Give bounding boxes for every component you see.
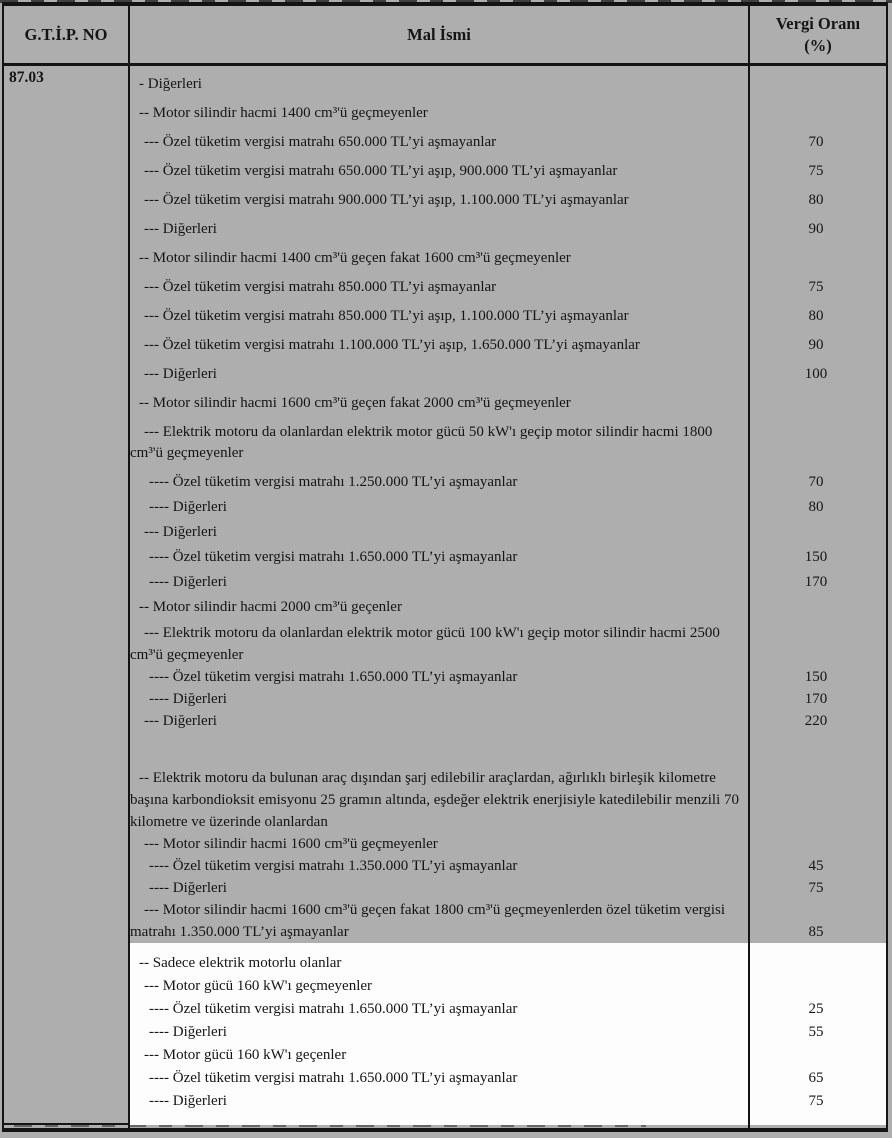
table-row [130,877,886,899]
table-row [130,547,886,568]
row-tax-rate: 80 [808,308,824,324]
row-description: --- Motor gücü 160 kW'ı geçmeyenler [144,978,373,994]
table-row [130,277,886,298]
table-row [130,597,886,618]
row-tax-rate: 90 [808,221,824,237]
row-description: ---- Özel tüketim vergisi matrahı 1.650.000 TL’yi aşmayanlar [149,669,518,685]
table-row [130,74,886,95]
row-description: --- Diğerleri [144,366,217,382]
row-description: --- Diğerleri [144,713,217,729]
header-gtip-no: G.T.İ.P. NO [4,6,130,63]
row-description: --- Motor silindir hacmi 1600 cm³'ü geçen fakat 1800 cm³'ü geçmeyenlerden özel tüketim vergisi matrahı 1.350.000 TL’yi aşmayanlar [130,902,726,940]
row-description: -- Elektrik motoru da bulunan araç dışından şarj edilebilir araçlardan, ağırlıklı birleşik kilometre başına karbondioksit emisyonu 25 gramın altında, eşdeğer elektrik enerjisiyle katedilebilir menzili 70 kilometre ve üzerinde olanlardan [130,770,740,830]
row-tax-rate: 150 [804,549,828,565]
row-tax-rate: 70 [808,474,824,490]
table-row [130,1090,886,1113]
table-row [130,248,886,269]
row-description: ---- Diğerleri [149,691,227,707]
scan-artifact-bottom [14,1125,646,1127]
row-description: --- Özel tüketim vergisi matrahı 650.000 TL’yi aşıp, 900.000 TL’yi aşmayanlar [144,163,618,179]
row-description: --- Elektrik motoru da olanlardan elektrik motor gücü 100 kW'ı geçip motor silindir hacmi 2500 cm³'ü geçmeyenler [130,625,720,663]
row-description: ---- Diğerleri [149,880,227,896]
row-description: ---- Diğerleri [149,1024,227,1040]
table-row [130,767,886,833]
header-vergi-orani-line1: Vergi Oranı [775,14,861,34]
column-divider-2 [748,66,750,1128]
row-description: ---- Özel tüketim vergisi matrahı 1.650.000 TL’yi aşmayanlar [149,1001,518,1017]
row-description: ---- Özel tüketim vergisi matrahı 1.250.000 TL’yi aşmayanlar [149,474,518,490]
table-row [130,393,886,414]
table-row [130,364,886,385]
gtip-code: 87.03 [9,69,44,86]
row-tax-rate: 55 [808,1024,824,1040]
row-description: ---- Özel tüketim vergisi matrahı 1.650.000 TL’yi aşmayanlar [149,549,518,565]
table-body [4,66,886,1128]
table-row [130,998,886,1021]
row-tax-rate: 65 [808,1070,824,1086]
table-row [130,306,886,327]
row-description: ---- Özel tüketim vergisi matrahı 1.650.000 TL’yi aşmayanlar [149,1070,518,1086]
row-tax-rate: 70 [808,134,824,150]
table-row [130,190,886,211]
row-description: -- Motor silindir hacmi 1400 cm³'ü geçen fakat 1600 cm³'ü geçmeyenler [139,250,571,266]
row-tax-rate: 75 [808,279,824,295]
row-description: --- Özel tüketim vergisi matrahı 900.000 TL’yi aşıp, 1.100.000 TL’yi aşmayanlar [144,192,629,208]
row-tax-rate: 170 [804,574,828,590]
rows-section-highlighted [130,943,886,1125]
row-description: ---- Diğerleri [149,1093,227,1109]
row-description: --- Diğerleri [144,221,217,237]
row-description: ---- Diğerleri [149,574,227,590]
row-description: -- Motor silindir hacmi 1600 cm³'ü geçen fakat 2000 cm³'ü geçmeyenler [139,395,571,411]
table-row [130,622,886,666]
table-row [130,219,886,240]
row-tax-rate: 150 [804,669,828,685]
table-row [130,422,886,464]
row-tax-rate: 45 [808,858,824,874]
row-description: --- Özel tüketim vergisi matrahı 850.000 TL’yi aşıp, 1.100.000 TL’yi aşmayanlar [144,308,629,324]
table-row [130,975,886,998]
row-tax-rate: 170 [804,691,828,707]
tax-rate-table [2,2,888,1132]
header-vergi-orani [750,6,886,63]
header-mal-ismi: Mal İsmi [130,6,750,63]
table-row [130,103,886,124]
table-row [130,572,886,593]
row-description: - Diğerleri [139,76,202,92]
table-row [130,522,886,543]
row-description: --- Diğerleri [144,524,217,540]
table-row [130,1021,886,1044]
column-divider-1 [128,66,130,1128]
table-row [130,855,886,877]
row-tax-rate: 90 [808,337,824,353]
row-tax-rate: 75 [808,163,824,179]
table-row [130,497,886,518]
row-description: --- Özel tüketim vergisi matrahı 650.000 TL’yi aşmayanlar [144,134,497,150]
row-tax-rate: 75 [808,880,824,896]
row-tax-rate: 100 [804,366,828,382]
table-header-row [4,6,886,66]
row-description: ---- Özel tüketim vergisi matrahı 1.350.000 TL’yi aşmayanlar [149,858,518,874]
table-row [130,472,886,493]
table-row [130,335,886,356]
row-tax-rate: 75 [808,1093,824,1109]
row-tax-rate: 80 [808,499,824,515]
row-description: -- Motor silindir hacmi 1400 cm³'ü geçmeyenler [139,105,428,121]
table-row [130,666,886,688]
row-description: --- Motor silindir hacmi 1600 cm³'ü geçmeyenler [144,836,438,852]
row-description: --- Özel tüketim vergisi matrahı 1.100.000 TL’yi aşıp, 1.650.000 TL’yi aşmayanlar [144,337,640,353]
table-row [130,132,886,153]
table-row [130,833,886,855]
table-row [130,688,886,710]
table-row [130,161,886,182]
row-description: --- Özel tüketim vergisi matrahı 850.000 TL’yi aşmayanlar [144,279,497,295]
row-tax-rate: 220 [804,713,828,729]
left-column-bottom-border [4,1123,130,1125]
header-vergi-orani-line2: (%) [804,35,832,55]
table-row [130,710,886,732]
table-row [130,1044,886,1067]
row-tax-rate: 80 [808,192,824,208]
row-tax-rate: 85 [808,924,824,940]
table-row [130,1067,886,1090]
row-description: --- Motor gücü 160 kW'ı geçenler [144,1047,347,1063]
table-row [130,899,886,943]
row-description: ---- Diğerleri [149,499,227,515]
row-tax-rate: 25 [808,1001,824,1017]
row-description: -- Sadece elektrik motorlu olanlar [139,955,342,971]
row-description: --- Elektrik motoru da olanlardan elektrik motor gücü 50 kW'ı geçip motor silindir hacmi 1800 cm³'ü geçmeyenler [130,424,713,461]
table-row [130,952,886,975]
row-description: -- Motor silindir hacmi 2000 cm³'ü geçenler [139,599,402,615]
rows-section-gray [4,66,886,943]
